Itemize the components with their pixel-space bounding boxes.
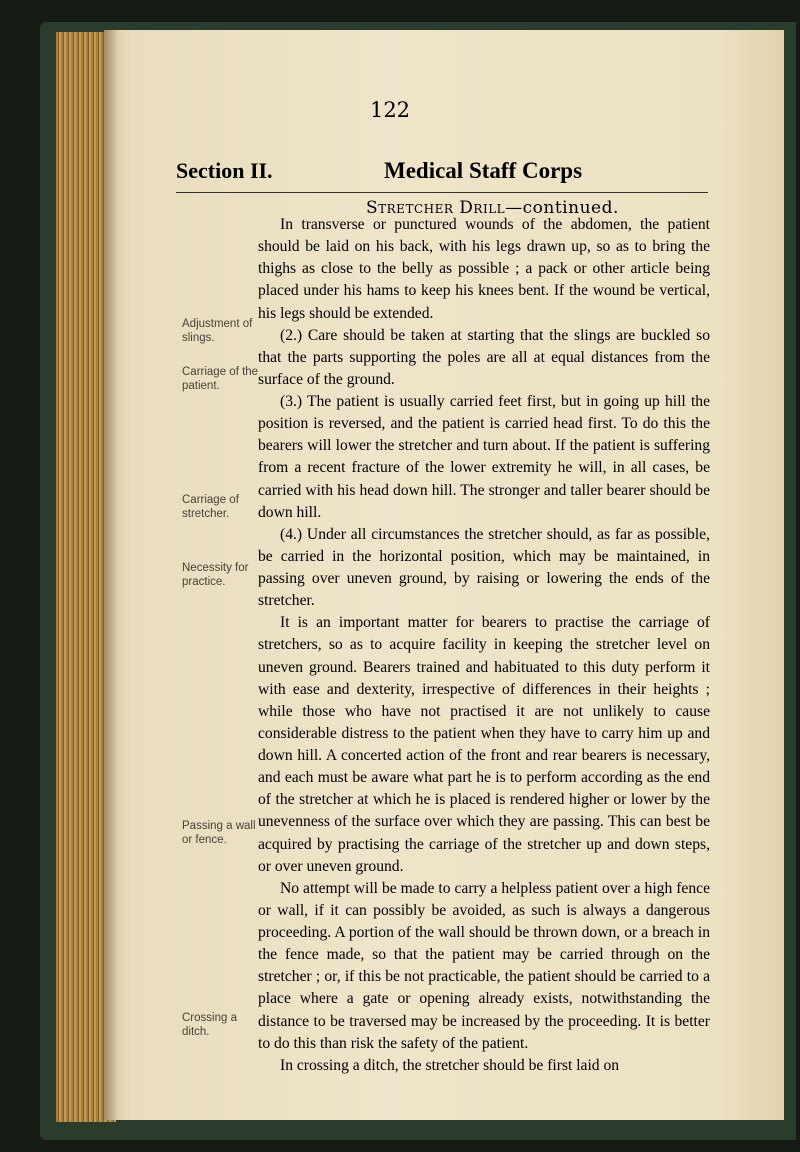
paragraph-carriage-of-stretcher: (4.) Under all circumstances the stretcher should, as far as possible, be carried in the horizontal position, which may be maintained, in passing over uneven ground, by raising or lowering the ends of the stretcher. — [258, 525, 710, 610]
paragraph-necessity-for-practice: It is an important matter for bearers to practise the carriage of stretchers, so as to acquire facility in keeping the stretcher level on uneven ground. Bearers trained and habituated to this duty perform it with ease and dexterity, irrespective of differences in their heights ; while those who have not practised it are not unlikely to cause considerable distress to the patient when they have to carry him up and down hill. A concerted action of the front and rear bearers is necessary, and each must be aware what part he is to perform according as the end of the stretcher at which he is placed is rendered higher or lower by the unevenness of the surface over which they are passing. This can best be acquired by practising the carriage of the stretcher up and down steps, or over uneven ground. — [258, 614, 710, 875]
subheading-continued: —continued. — [505, 198, 619, 218]
spine-shadow — [104, 30, 118, 1120]
paragraph-adjustment-of-slings: (2.) Care should be taken at starting that the slings are buckled so that the parts supporting the poles are all at equal distances from the surface of the ground. — [258, 326, 710, 388]
section-label: Section II. — [176, 158, 273, 183]
margin-note-adjustment-of-slings: Adjustment of slings. — [182, 318, 253, 344]
paragraph-passing-wall-or-fence: No attempt will be made to carry a helpless patient over a high fence or wall, if it can possibly be avoided, as such is always a dangerous proceeding. A portion of the wall should be thrown down, or a breach in the fence made, so that the patient may be carried through on the stretcher ; or, if this be not practicable, the patient should be carried to a place where a gate or opening already exists, notwithstanding the distance to be traversed may be increased by the proceeding. It is better to do this than risk the safety of the patient. — [258, 879, 710, 1052]
margin-note-necessity-for-practice: Necessity for practice. — [182, 562, 249, 588]
paragraph-transverse-wounds: In transverse or punctured wounds of the abdomen, the patient should be laid on his back, with his legs drawn up, so as to bring the thighs as close to the belly as possible ; a pack or other article being placed under his hams to keep his knees bent. If the wound be vertical, his legs should be extended. — [258, 216, 710, 322]
subheading-small-caps: Stretcher Drill — [366, 198, 506, 218]
running-head — [176, 158, 708, 193]
margin-note-carriage-of-stretcher: Carriage of stretcher. — [182, 494, 239, 520]
margin-note-passing-wall-or-fence: Passing a wall or fence. — [182, 820, 256, 846]
paragraph-crossing-ditch: In crossing a ditch, the stretcher should be first laid on — [280, 1056, 620, 1074]
margin-note-crossing-ditch: Crossing a ditch. — [182, 1012, 237, 1038]
running-title: Medical Staff Corps — [384, 158, 583, 183]
paragraph-carriage-of-patient: (3.) The patient is usually carried feet first, but in going up hill the position is reversed, and the patient is carried head first. To do this the bearers will lower the stretcher and turn about. If the patient is suffering from a recent fracture of the lower extremity he will, in all cases, be carried with his head down hill. The stronger and taller bearer should be down hill. — [258, 393, 710, 521]
page-number: 122 — [369, 98, 411, 122]
margin-note-carriage-of-patient: Carriage of the patient. — [182, 366, 259, 392]
body-text — [258, 214, 710, 1077]
